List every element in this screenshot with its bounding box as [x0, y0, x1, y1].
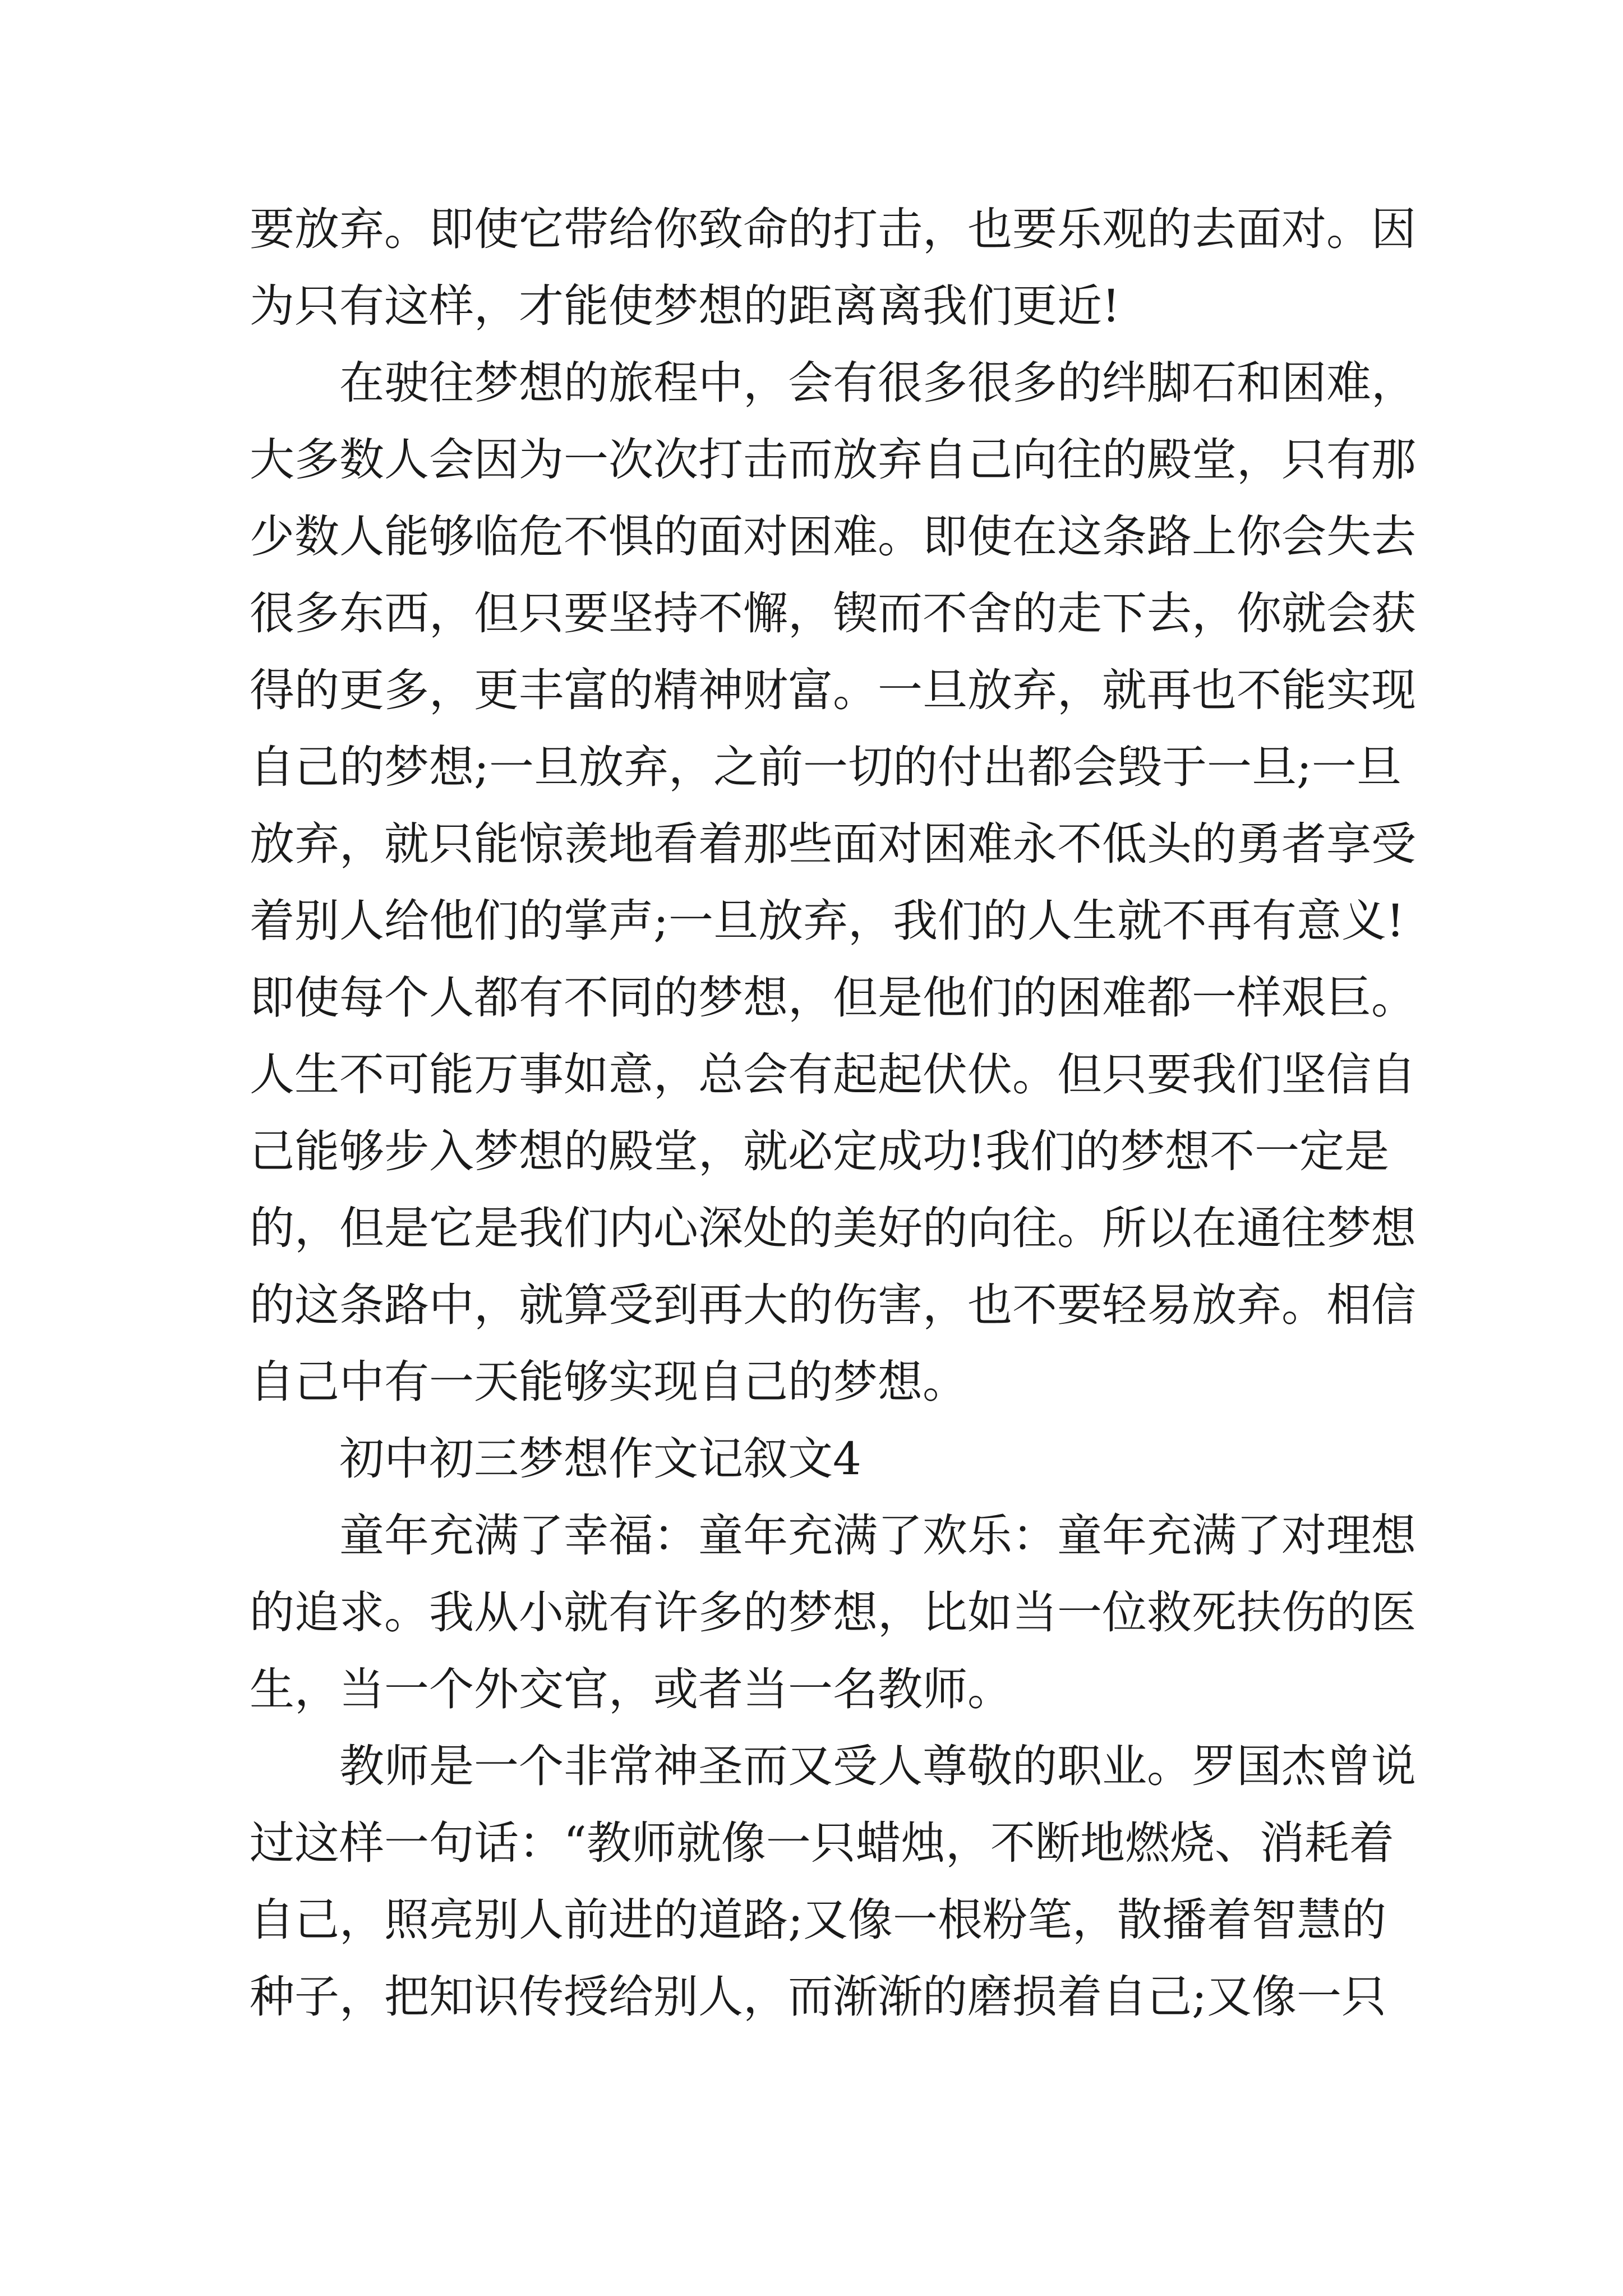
- text-line: 即使每个人都有不同的梦想，但是他们的困难都一样艰巨。: [250, 972, 1416, 1024]
- paragraph-start-line: 在驶往梦想的旅程中，会有很多很多的绊脚石和困难，: [339, 357, 1416, 409]
- text-line: 放弃，就只能惊羡地看着那些面对困难永不低头的勇者享受: [250, 818, 1416, 870]
- text-line: 大多数人会因为一次次打击而放弃自己向往的殿堂，只有那: [250, 434, 1416, 486]
- text-line: 着别人给他们的掌声;一旦放弃，我们的人生就不再有意义!: [250, 895, 1405, 947]
- text-line: 的追求。我从小就有许多的梦想，比如当一位救死扶伤的医: [250, 1586, 1416, 1639]
- text-line: 的，但是它是我们内心深处的美好的向往。所以在通往梦想: [250, 1202, 1416, 1254]
- text-line: 少数人能够临危不惧的面对困难。即使在这条路上你会失去: [250, 510, 1416, 563]
- text-line: 己能够步入梦想的殿堂，就必定成功!我们的梦想不一定是: [250, 1125, 1390, 1177]
- text-line: 种子，把知识传授给别人，而渐渐的磨损着自己;又像一只: [250, 1971, 1386, 2023]
- text-line: 要放弃。即使它带给你致命的打击，也要乐观的去面对。因: [250, 203, 1416, 255]
- text-line: 很多东西，但只要坚持不懈，锲而不舍的走下去，你就会获: [250, 587, 1416, 639]
- section-heading: 初中初三梦想作文记叙文4: [339, 1433, 861, 1485]
- text-line: 得的更多，更丰富的精神财富。一旦放弃，就再也不能实现: [250, 664, 1416, 716]
- text-line: 为只有这样，才能使梦想的距离离我们更近!: [250, 280, 1121, 332]
- paragraph-start-line: 童年充满了幸福：童年充满了欢乐：童年充满了对理想: [339, 1510, 1416, 1562]
- text-line: 自己，照亮别人前进的道路;又像一根粉笔，散播着智慧的: [250, 1894, 1386, 1946]
- text-line: 自己中有一天能够实现自己的梦想。: [250, 1356, 967, 1408]
- text-line: 生，当一个外交官，或者当一名教师。: [250, 1663, 1012, 1715]
- text-line: 自己的梦想;一旦放弃，之前一切的付出都会毁于一旦;一旦: [250, 741, 1401, 793]
- text-line: 过这样一句话：“教师就像一只蜡烛，不断地燃烧、消耗着: [250, 1817, 1394, 1869]
- text-line: 的这条路中，就算受到再大的伤害，也不要轻易放弃。相信: [250, 1279, 1416, 1331]
- text-line: 人生不可能万事如意，总会有起起伏伏。但只要我们坚信自: [250, 1048, 1416, 1101]
- paragraph-start-line: 教师是一个非常神圣而又受人尊敬的职业。罗国杰曾说: [339, 1740, 1416, 1792]
- document-body: [250, 191, 1416, 2035]
